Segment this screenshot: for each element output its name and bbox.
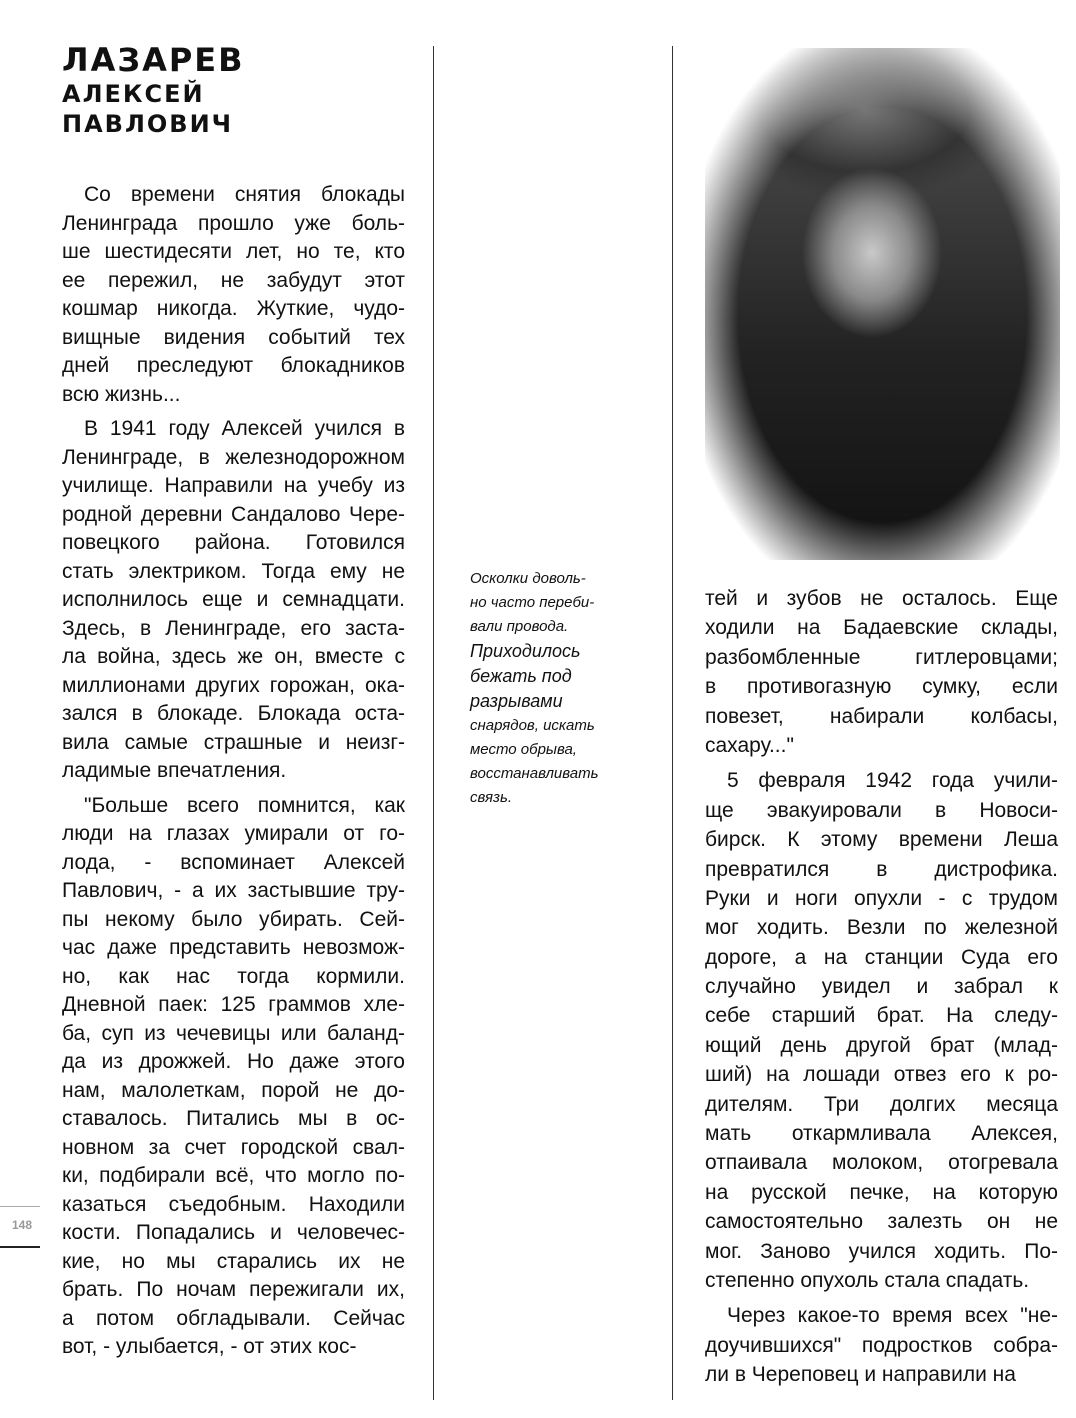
text-line: ший) на лошади отвез его к ро- (705, 1063, 1058, 1087)
article-title (62, 41, 245, 142)
text-line: Руки и ноги опухли - с трудом (705, 886, 1058, 910)
text-line: ще эвакуировали в Новоси- (705, 798, 1058, 822)
text-line: ла война, здесь же он, вместе с (62, 645, 405, 668)
surname: ЛАЗАРЕВ (62, 41, 245, 79)
text-line: степенно опухоль стала спадать. (705, 1268, 1030, 1292)
text-line: мать откармливала Алексея, (705, 1122, 1058, 1146)
paragraph (705, 584, 1058, 760)
text-line: всю жизнь... (62, 382, 181, 406)
first-name: АЛЕКСЕЙ (62, 80, 205, 108)
pull-quote-caption (470, 567, 640, 810)
portrait-photo (705, 48, 1060, 560)
caption-line: разрывами (470, 691, 563, 711)
text-line: превратился в дистрофика. (705, 857, 1058, 881)
text-line: да из дрожжей. Но даже этого (62, 1050, 405, 1073)
text-line: вищные видения событий тех (62, 325, 405, 349)
text-line: ходили на Бадаевские склады, (705, 616, 1058, 640)
text-line: вила самые страшные и неизг- (62, 730, 405, 754)
text-line: Дневной паек: 125 граммов хле- (62, 993, 405, 1016)
text-line: мог. Заново учился ходить. По- (705, 1239, 1058, 1263)
caption-line: место обрыва, (470, 741, 577, 758)
text-line: самостоятельно залезть он не (705, 1210, 1058, 1234)
text-line: ладимые впечатления. (62, 759, 287, 782)
text-line: пы некому было убирать. Сей- (62, 907, 405, 931)
text-line: повезет, набирали колбасы, (705, 704, 1058, 728)
text-line: кие, но мы старались их не (62, 1249, 405, 1273)
text-line: повецкого района. Готовился (62, 531, 405, 554)
paragraph (705, 1301, 1058, 1389)
text-line: 5 февраля 1942 года учили- (727, 769, 1058, 793)
text-line: кости. Попадались и человечес- (62, 1221, 405, 1244)
text-line: ющий день другой брат (млад- (705, 1033, 1058, 1057)
text-line: казаться съедобным. Находили (62, 1192, 405, 1216)
text-line: Ленинграде, в железнодорожном (62, 445, 405, 469)
caption-line: восстанавливать (470, 765, 599, 782)
text-line: Ленинграда прошло уже боль- (62, 211, 405, 235)
paragraph (62, 181, 405, 409)
text-line: мог ходить. Везли по железной (705, 916, 1058, 940)
text-line: новном за счет городской свал- (62, 1135, 405, 1159)
text-line: зался в блокаде. Блокада оста- (62, 702, 405, 725)
text-line: кошмар никогда. Жуткие, чудо- (62, 297, 405, 320)
text-line: ее пережил, не забудут этот (62, 268, 405, 292)
page-number-rule (0, 1206, 40, 1207)
text-line: Через какое-то время всех "не- (727, 1304, 1058, 1328)
caption-line: но часто переби- (470, 594, 595, 611)
text-line: стать электриком. Тогда ему не (62, 559, 405, 583)
text-line: отпаивала молоком, отогревала (705, 1151, 1058, 1175)
text-line: но, как нас тогда кормили. (62, 964, 405, 988)
text-line: ставалось. Питались мы в ос- (62, 1107, 405, 1130)
text-line: Павлович, - а их застывшие тру- (62, 879, 405, 902)
text-line: дней преследуют блокадников (62, 354, 405, 377)
paragraph (62, 792, 405, 1362)
text-line: родной деревни Сандалово Чере- (62, 502, 405, 526)
text-line: люди на глазах умирали от го- (62, 822, 405, 845)
text-line: разбомбленные гитлеровцами; (705, 645, 1058, 669)
text-line: Со времени снятия блокады (84, 183, 405, 206)
text-line: Здесь, в Ленинграде, его заста- (62, 616, 405, 640)
text-line: в противогазную сумку, если (705, 675, 1058, 699)
text-line: исполнилось еще и семнадцати. (62, 588, 405, 611)
text-line: вот, - улыбается, - от этих кос- (62, 1335, 357, 1358)
text-line: дителям. Три долгих месяца (705, 1092, 1058, 1116)
text-line: доучившихся" подростков собра- (705, 1333, 1058, 1357)
patronymic: ПАВЛОВИЧ (62, 110, 234, 138)
text-line: "Больше всего помнится, как (84, 793, 405, 817)
page-number: 148 (11, 1218, 33, 1232)
caption-line: Осколки доволь- (470, 570, 586, 587)
caption-line: снарядов, искать (470, 717, 595, 734)
right-column-text (705, 584, 1058, 1396)
text-line: нам, малолеткам, порой не до- (62, 1078, 405, 1102)
text-line: на русской печке, на которую (705, 1180, 1058, 1204)
paragraph (62, 415, 405, 786)
caption-line: связь. (470, 789, 513, 806)
text-line: ки, подбирали всё, что могло по- (62, 1164, 405, 1187)
column-divider (433, 46, 434, 1400)
paragraph (705, 766, 1058, 1295)
text-line: себе старший брат. На следу- (705, 1004, 1058, 1028)
text-line: ба, суп из чечевицы или баланд- (62, 1021, 405, 1045)
text-line: случайно увидел и забрал к (705, 975, 1058, 999)
text-line: ли в Череповец и направили на (705, 1363, 1016, 1387)
text-line: миллионами других горожан, ока- (62, 673, 405, 697)
caption-line: бежать под (470, 666, 572, 686)
caption-line: Приходилось (470, 641, 581, 661)
text-line: лода, - вспоминает Алексей (62, 850, 405, 874)
text-line: дороге, а на станции Суда его (705, 945, 1058, 969)
text-line: сахару..." (705, 733, 794, 757)
text-line: бирск. К этому времени Леша (705, 828, 1058, 852)
text-line: ше шестидесяти лет, но те, кто (62, 240, 405, 263)
left-column-text (62, 181, 405, 1368)
caption-line: вали провода. (470, 618, 569, 635)
text-line: училище. Направили на учебу из (62, 474, 405, 497)
text-line: тей и зубов не осталось. Еще (705, 587, 1058, 610)
column-divider (672, 46, 673, 1400)
text-line: а потом обгладывали. Сейчас (62, 1306, 405, 1330)
text-line: час даже представить невозмож- (62, 936, 405, 959)
text-line: брать. По ночам пережигали их, (62, 1278, 405, 1301)
page-number-rule (0, 1246, 40, 1248)
text-line: В 1941 году Алексей учился в (84, 417, 405, 440)
